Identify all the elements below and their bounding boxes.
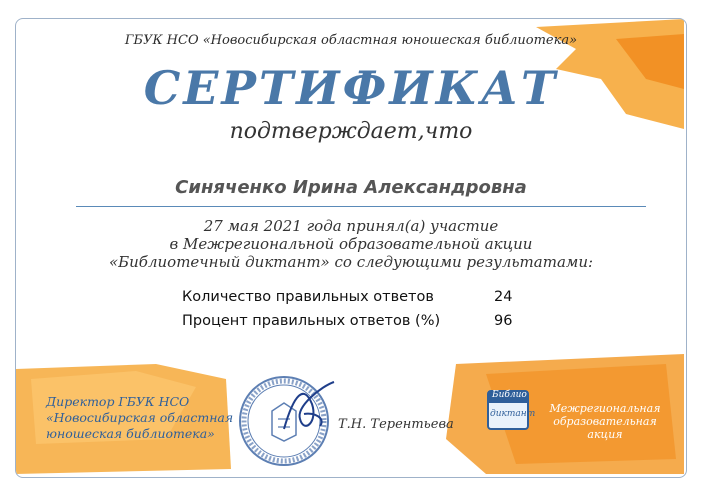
director-block — [46, 394, 233, 442]
certificate-title: СЕРТИФИКАТ — [143, 61, 559, 115]
body-line-1: 27 мая 2021 года принял(а) участие — [203, 217, 499, 235]
result-row — [182, 285, 512, 309]
signature — [274, 374, 344, 444]
body-line-2: в Межрегиональной образовательной акции — [169, 235, 533, 253]
recipient-name: Синяченко Ирина Александровна — [175, 177, 527, 198]
result-row — [182, 309, 512, 333]
certificate-frame — [15, 18, 687, 478]
badge-caption-line-2: образовательная акция — [553, 415, 657, 441]
badge-caption-line-1: Межрегиональная — [549, 402, 661, 415]
book-logo-line-1: Библио — [492, 390, 527, 400]
director-org-line-2: юношеская библиотека» — [46, 426, 215, 441]
organization-header: ГБУК НСО «Новосибирская областная юношеская библиотека» — [124, 33, 578, 48]
result-label: Процент правильных ответов (%) — [182, 313, 441, 329]
divider — [76, 206, 646, 207]
book-logo-line-2: диктант — [490, 409, 536, 419]
director-org-line-1: «Новосибирская областная — [46, 410, 234, 425]
result-value: 24 — [494, 289, 513, 305]
result-value: 96 — [494, 313, 513, 329]
result-label: Количество правильных ответов — [182, 289, 434, 305]
badge-caption — [540, 402, 670, 441]
body-line-3: «Библиотечный диктант» со следующими результатами: — [108, 253, 594, 271]
director-title: Директор ГБУК НСО — [46, 394, 190, 409]
signer-name: Т.Н. Терентьева — [338, 417, 454, 432]
confirms-text: подтверждает,что — [229, 119, 473, 144]
results-table — [182, 285, 512, 333]
